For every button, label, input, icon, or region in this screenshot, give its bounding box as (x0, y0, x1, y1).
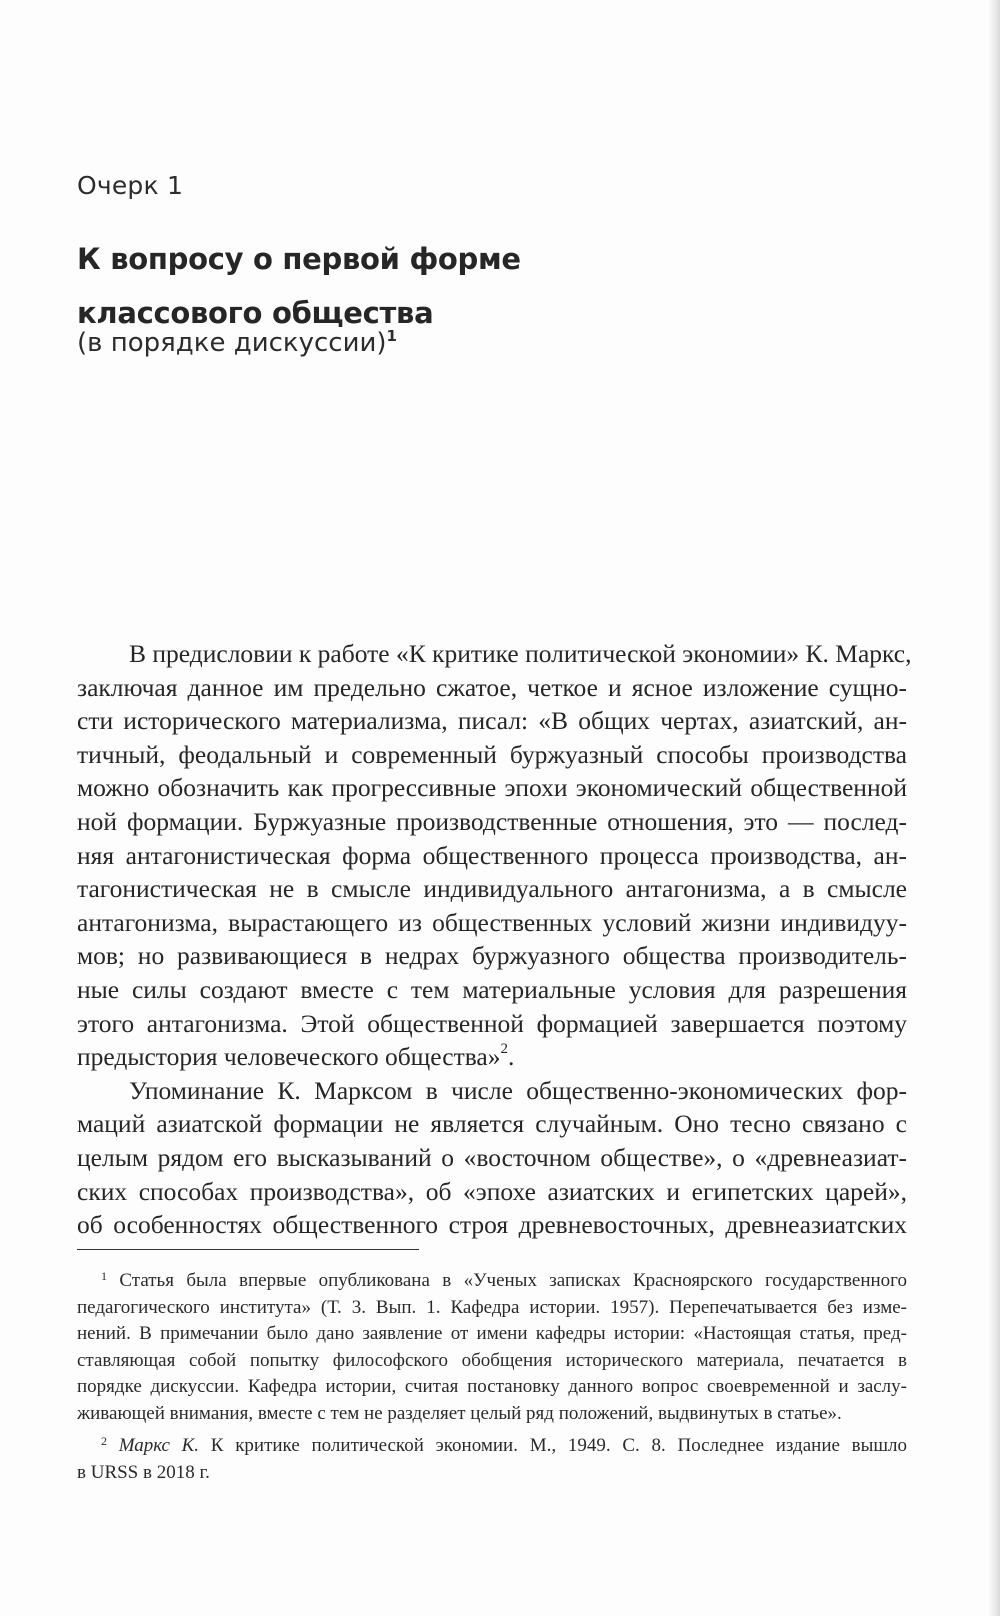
text-line: антагонизма, вырастающего из общественных условий жизни индивидуу- (77, 907, 907, 937)
footnotes (77, 1268, 907, 1486)
footnote-line: педагогического института» (Т. 3. Вып. 1. Кафедра истории. 1957). Перепечатывается без изме- (77, 1296, 907, 1318)
footnote-ref-1[interactable]: 1 (386, 327, 397, 345)
sentence-end: . (508, 1042, 515, 1072)
title-line-1: К вопросу о первой форме (77, 242, 521, 276)
title-line-2: классового общества (77, 296, 434, 330)
footnote-author: Маркс К. (118, 1435, 200, 1456)
text-line: маций азиатской формации не является случайным. Оно тесно связано с (77, 1109, 907, 1139)
footnote-line (77, 1268, 907, 1295)
footnote-line-text: Статья была впервые опубликована в «Ученых записках Красноярского государственного (119, 1270, 908, 1291)
text-line: целым рядом его высказываний о «восточном обществе», о «древнеазиат- (77, 1142, 907, 1172)
text-line: этого антагонизма. Этой общественной формацией завершается поэтому (77, 1008, 907, 1038)
essay-title (77, 232, 637, 340)
text-line: можно обозначить как прогрессивные эпохи экономический общественной (77, 773, 907, 803)
text-line: ные силы создают вместе с тем материальные условия для разрешения (77, 974, 907, 1004)
text-line-last (77, 1040, 907, 1074)
essay-subtitle (77, 327, 397, 358)
text-line: об особенностях общественного строя древневосточных, древнеазиатских (77, 1210, 907, 1240)
text-line: Упоминание К. Марксом в числе общественно-экономических фор- (129, 1075, 907, 1105)
footnote-line (77, 1433, 907, 1460)
text-line: заключая данное им предельно сжатое, четкое и ясное изложение сущно- (77, 672, 907, 702)
paragraph-2 (77, 1074, 907, 1242)
text-line-content: предыстория человеческого общества» (77, 1042, 501, 1072)
main-text (77, 637, 912, 1242)
text-line: тичный, феодальный и современный буржуазный способы производства (77, 739, 907, 769)
footnote-line: живающей внимания, вместе с тем не разделяет целый ряд положений, выдвинутых в статье». (77, 1402, 842, 1424)
footnote-line: порядке дискуссии. Кафедра истории, считая постановку данного вопрос своевременной и заслу- (77, 1376, 907, 1397)
footnote-2 (77, 1433, 907, 1486)
chapter-label: Очерк 1 (77, 171, 184, 200)
paragraph-1 (77, 637, 912, 1074)
footnote-line-text: К критике политической экономии. М., 1949. С. 8. Последнее издание вышло (199, 1435, 908, 1456)
footnote-1-number: 1 (101, 1269, 107, 1283)
text-line: В предисловии к работе «К критике политической экономии» К. Маркс, (129, 639, 912, 668)
text-line: мов; но развивающиеся в недрах буржуазного общества производитель- (77, 941, 907, 971)
text-line: ских способах производства», об «эпохе азиатских и египетских царей», (77, 1176, 907, 1206)
text-line: няя антагонистическая форма общественного процесса производства, ан- (77, 840, 907, 870)
subtitle-text: (в порядке дискуссии) (77, 328, 387, 358)
footnote-1 (77, 1268, 907, 1427)
footnote-2-number: 2 (101, 1434, 107, 1448)
footnote-line: ставляющая собой попытку философского обобщения исторического материала, печатается в (77, 1349, 907, 1371)
text-line: сти исторического материализма, писал: «В общих чертах, азиатский, ан- (77, 706, 907, 736)
footnote-line: нений. В примечании было дано заявление от имени кафедры истории: «Настоящая статья, пред- (77, 1323, 907, 1344)
text-line: тагонистическая не в смысле индивидуального антагонизма, а в смысле (77, 874, 907, 904)
footnote-line: в URSS в 2018 г. (77, 1461, 210, 1483)
footnote-separator (77, 1249, 419, 1250)
footnote-ref-2[interactable]: 2 (500, 1041, 508, 1058)
text-line: ной формации. Буржуазные производственные отношения, это — послед- (77, 806, 907, 836)
